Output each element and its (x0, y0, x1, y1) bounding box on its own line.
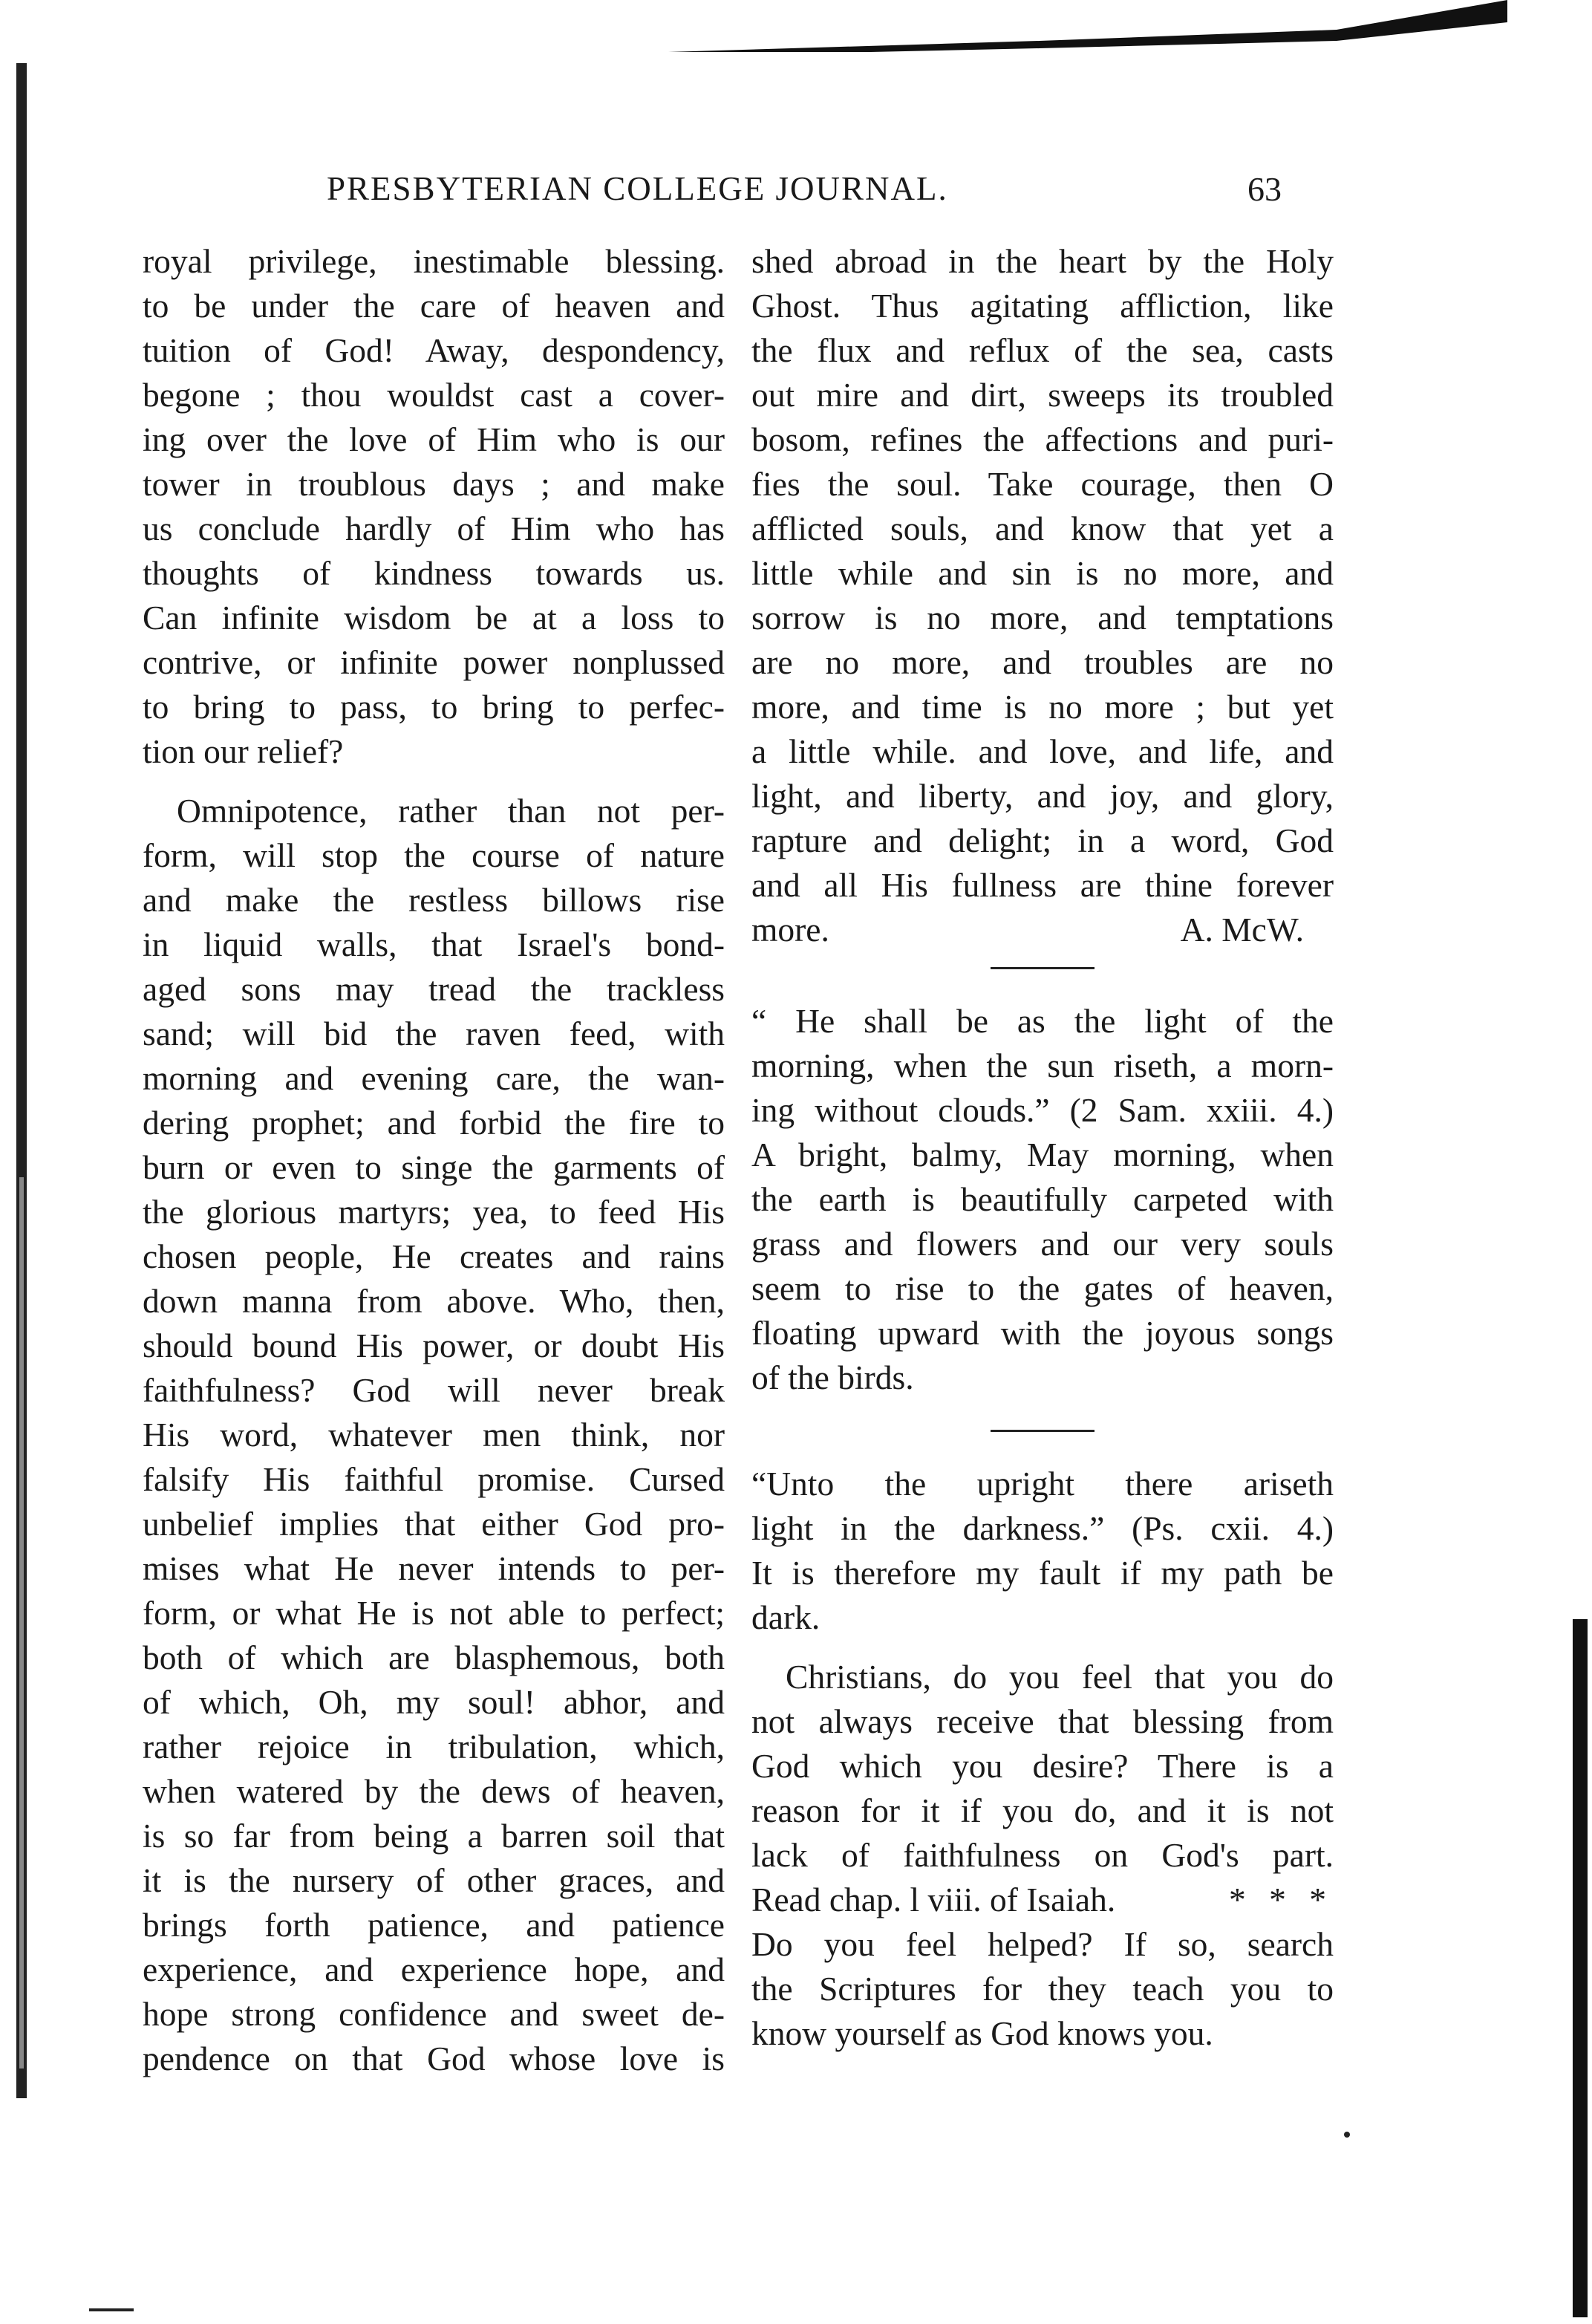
text-line: God which you desire? There is a (751, 1747, 1334, 1785)
text-line: more, and time is no more ; but yet (751, 688, 1334, 726)
text-line: it is the nursery of other graces, and (143, 1861, 725, 1899)
text-line: Can infinite wisdom be at a loss to (143, 599, 725, 637)
text-line: little while and sin is no more, and (751, 554, 1334, 592)
text-line: a little while. and love, and life, and (751, 732, 1334, 770)
text-line: aged sons may tread the trackless (143, 970, 725, 1008)
text-line: know yourself as God knows you. (751, 2014, 1213, 2052)
text-line: to be under the care of heaven and (143, 287, 725, 325)
text-line: tuition of God! Away, despondency, (143, 331, 725, 369)
text-line: reason for it if you do, and it is not (751, 1791, 1334, 1829)
text-line: rapture and delight; in a word, God (751, 821, 1334, 859)
text-line-end: more. (751, 911, 829, 948)
text-line: ing over the love of Him who is our (143, 420, 725, 458)
text-line: morning and evening care, the wan- (143, 1059, 725, 1097)
text-line: falsify His faithful promise. Cursed (143, 1460, 725, 1498)
text-line: A bright, balmy, May morning, when (751, 1136, 1334, 1174)
scan-foot-mark (89, 2308, 134, 2311)
text-line: dark. (751, 1598, 821, 1636)
text-line: the flux and reflux of the sea, casts (751, 331, 1334, 369)
text-line: light in the darkness.” (Ps. cxii. 4.) (751, 1509, 1334, 1547)
text-line: form, will stop the course of nature (143, 836, 725, 874)
right-column (751, 239, 1334, 2071)
text-line: chosen people, He creates and rains (143, 1237, 725, 1275)
text-line: not always receive that blessing from (751, 1702, 1334, 1740)
text-line: Christians, do you feel that you do (786, 1658, 1334, 1696)
text-line: dering prophet; and forbid the fire to (143, 1104, 725, 1142)
text-line: and all His fullness are thine forever (751, 866, 1334, 904)
scan-top-border (0, 0, 1507, 52)
text-line: lack of faithfulness on God's part. (751, 1836, 1334, 1874)
right-paragraph-3 (751, 1462, 1334, 1640)
text-line: experience, and experience hope, and (143, 1950, 725, 1988)
text-line: the Scriptures for they teach you to (751, 1970, 1334, 2008)
text-line: morning, when the sun riseth, a morn- (751, 1047, 1334, 1084)
text-line: out mire and dirt, sweeps its troubled (751, 376, 1334, 414)
text-line: ing without clouds.” (2 Sam. xxiii. 4.) (751, 1091, 1334, 1129)
text-line: faithfulness? God will never break (143, 1371, 725, 1409)
right-paragraph-1 (751, 239, 1334, 952)
text-line: contrive, or infinite power nonplussed (143, 643, 725, 681)
text-line: fies the soul. Take courage, then O (751, 465, 1334, 503)
section-divider (991, 1430, 1094, 1432)
text-line: form, or what He is not able to perfect; (143, 1594, 725, 1632)
text-line: grass and flowers and our very souls (751, 1225, 1334, 1263)
text-line: tower in troublous days ; and make (143, 465, 725, 503)
text-line: down manna from above. Who, then, (143, 1282, 725, 1320)
text-line: sorrow is no more, and temptations (751, 599, 1334, 637)
text-line: Omnipotence, rather than not per- (177, 792, 725, 830)
text-line: both of which are blasphemous, both (143, 1638, 725, 1676)
right-paragraph-4 (751, 1655, 1334, 2056)
text-line: mises what He never intends to per- (143, 1549, 725, 1587)
text-line: the earth is beautifully carpeted with (751, 1180, 1334, 1218)
text-line: of the birds. (751, 1358, 914, 1396)
text-line: sand; will bid the raven feed, with (143, 1015, 725, 1052)
page-number: 63 (1247, 170, 1282, 208)
text-line: and make the restless billows rise (143, 881, 725, 919)
left-column (143, 239, 725, 2096)
text-line: brings forth patience, and patience (143, 1906, 725, 1944)
text-line: are no more, and troubles are no (751, 643, 1334, 681)
section-divider (991, 967, 1094, 969)
left-paragraph-1 (143, 239, 725, 774)
text-line: It is therefore my fault if my path be (751, 1554, 1334, 1592)
text-line: His word, whatever men think, nor (143, 1416, 725, 1454)
text-line: “ He shall be as the light of the (751, 1002, 1334, 1040)
text-line: should bound His power, or doubt His (143, 1327, 725, 1364)
text-line: floating upward with the joyous songs (751, 1314, 1334, 1352)
scan-right-border (1559, 1619, 1592, 2317)
text-line: burn or even to singe the garments of (143, 1148, 725, 1186)
text-line: unbelief implies that either God pro- (143, 1505, 725, 1543)
text-line: to bring to pass, to bring to perfec- (143, 688, 725, 726)
signature-line (751, 908, 1334, 952)
text-line: us conclude hardly of Him who has (143, 510, 725, 547)
text-line: royal privilege, inestimable blessing. (143, 242, 725, 280)
text-line: shed abroad in the heart by the Holy (751, 242, 1334, 280)
text-line: thoughts of kindness towards us. (143, 554, 725, 592)
text-line: Ghost. Thus agitating affliction, like (751, 287, 1334, 325)
text-line: “Unto the upright there ariseth (751, 1465, 1334, 1503)
text-line: pendence on that God whose love is (143, 2040, 725, 2077)
text-line: begone ; thou wouldst cast a cover- (143, 376, 725, 414)
right-paragraph-2 (751, 999, 1334, 1400)
text-line: is so far from being a barren soil that (143, 1817, 725, 1855)
author-signature: A. McW. (1180, 911, 1304, 948)
text-line: seem to rise to the gates of heaven, (751, 1269, 1334, 1307)
text-line: tion our relief? (143, 732, 344, 770)
text-line: Do you feel helped? If so, search (751, 1925, 1334, 1963)
left-paragraph-2 (143, 789, 725, 2081)
text-line-read: Read chap. l viii. of Isaiah. (751, 1881, 1116, 1918)
text-line: rather rejoice in tribulation, which, (143, 1728, 725, 1765)
text-line: hope strong confidence and sweet de- (143, 1995, 725, 2033)
asterisks: * * * (1229, 1881, 1334, 1918)
text-line: in liquid walls, that Israel's bond- (143, 925, 725, 963)
text-line: afflicted souls, and know that yet a (751, 510, 1334, 547)
ink-dot (1344, 2132, 1350, 2138)
scan-left-border (16, 63, 27, 2098)
text-line: of which, Oh, my soul! abhor, and (143, 1683, 725, 1721)
text-line: bosom, refines the affections and puri- (751, 420, 1334, 458)
running-title: PRESBYTERIAN COLLEGE JOURNAL. (327, 170, 948, 207)
text-line: the glorious martyrs; yea, to feed His (143, 1193, 725, 1231)
reference-line (751, 1878, 1334, 1922)
text-line: when watered by the dews of heaven, (143, 1772, 725, 1810)
text-line: light, and liberty, and joy, and glory, (751, 777, 1334, 815)
